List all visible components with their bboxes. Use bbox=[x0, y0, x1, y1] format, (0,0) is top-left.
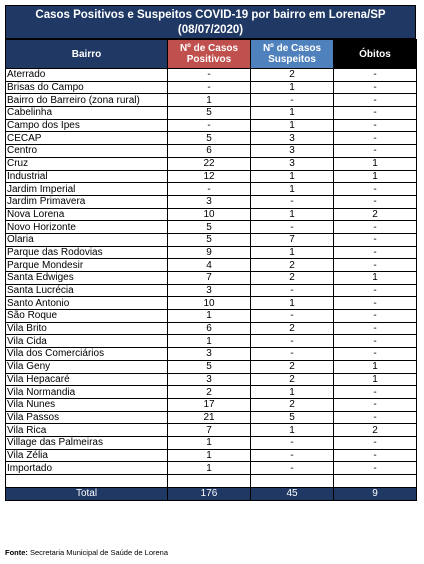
table-row bbox=[6, 335, 417, 348]
cell-obitos: - bbox=[334, 233, 417, 246]
cell-obitos: - bbox=[334, 221, 417, 234]
header-row bbox=[6, 40, 417, 69]
blank-row bbox=[6, 475, 417, 488]
cell-obitos: - bbox=[334, 386, 417, 399]
table-row bbox=[6, 462, 417, 475]
table-row bbox=[6, 259, 417, 272]
cell-positivos: 1 bbox=[168, 310, 251, 323]
cell-bairro: Parque das Rodovias bbox=[6, 246, 168, 259]
cell-obitos: - bbox=[334, 246, 417, 259]
cell-positivos: 5 bbox=[168, 233, 251, 246]
cell-bairro: Aterrado bbox=[6, 69, 168, 82]
cell-suspeitos: 1 bbox=[251, 297, 334, 310]
table-row bbox=[6, 69, 417, 82]
cell-suspeitos: 1 bbox=[251, 424, 334, 437]
cell-obitos: - bbox=[334, 322, 417, 335]
cell-bairro: Vila Passos bbox=[6, 411, 168, 424]
table-row bbox=[6, 221, 417, 234]
cell-positivos: 3 bbox=[168, 195, 251, 208]
cell-suspeitos: - bbox=[251, 310, 334, 323]
cell-obitos: - bbox=[334, 183, 417, 196]
cell-suspeitos: - bbox=[251, 462, 334, 475]
cell-obitos: - bbox=[334, 259, 417, 272]
cell-bairro: Vila Rica bbox=[6, 424, 168, 437]
cell-obitos: 1 bbox=[334, 170, 417, 183]
cell-suspeitos: 2 bbox=[251, 272, 334, 285]
cell-positivos: - bbox=[168, 119, 251, 132]
cell-bairro: Village das Palmeiras bbox=[6, 436, 168, 449]
table-row bbox=[6, 436, 417, 449]
table-row bbox=[6, 322, 417, 335]
cell-obitos: - bbox=[334, 195, 417, 208]
cell-obitos: 2 bbox=[334, 424, 417, 437]
cell-suspeitos: 3 bbox=[251, 145, 334, 158]
cell-bairro: Olaria bbox=[6, 233, 168, 246]
title-line-2: (08/07/2020) bbox=[177, 24, 244, 36]
cell-positivos: 3 bbox=[168, 348, 251, 361]
cell-obitos: - bbox=[334, 107, 417, 120]
cell-obitos: - bbox=[334, 462, 417, 475]
cell-suspeitos: - bbox=[251, 195, 334, 208]
cell-bairro: Santa Edwiges bbox=[6, 272, 168, 285]
blank-cell bbox=[334, 475, 417, 488]
cell-suspeitos: - bbox=[251, 94, 334, 107]
cell-bairro: Bairro do Barreiro (zona rural) bbox=[6, 94, 168, 107]
cell-suspeitos: 2 bbox=[251, 398, 334, 411]
cell-bairro: São Roque bbox=[6, 310, 168, 323]
cell-obitos: - bbox=[334, 132, 417, 145]
table-row bbox=[6, 145, 417, 158]
cell-obitos: 1 bbox=[334, 373, 417, 386]
table-row bbox=[6, 107, 417, 120]
table-row bbox=[6, 94, 417, 107]
table-row bbox=[6, 386, 417, 399]
table-row bbox=[6, 284, 417, 297]
table-row bbox=[6, 233, 417, 246]
table-row bbox=[6, 411, 417, 424]
cell-positivos: 6 bbox=[168, 145, 251, 158]
cell-suspeitos: 3 bbox=[251, 132, 334, 145]
table-row bbox=[6, 81, 417, 94]
cases-table bbox=[5, 39, 417, 501]
cell-bairro: Brisas do Campo bbox=[6, 81, 168, 94]
cell-bairro: Cruz bbox=[6, 157, 168, 170]
cell-bairro: Vila Cida bbox=[6, 335, 168, 348]
cell-suspeitos: 2 bbox=[251, 259, 334, 272]
table-row bbox=[6, 195, 417, 208]
cell-positivos: 1 bbox=[168, 462, 251, 475]
cell-positivos: - bbox=[168, 69, 251, 82]
cell-suspeitos: 1 bbox=[251, 386, 334, 399]
total-row bbox=[6, 487, 417, 500]
table-row bbox=[6, 119, 417, 132]
cell-suspeitos: 1 bbox=[251, 246, 334, 259]
table-body bbox=[6, 69, 417, 475]
cell-suspeitos: - bbox=[251, 436, 334, 449]
cell-suspeitos: 5 bbox=[251, 411, 334, 424]
total-positivos: 176 bbox=[168, 487, 251, 500]
cell-obitos: 1 bbox=[334, 272, 417, 285]
cell-positivos: 5 bbox=[168, 107, 251, 120]
cell-obitos: - bbox=[334, 119, 417, 132]
table-row bbox=[6, 208, 417, 221]
table-row bbox=[6, 170, 417, 183]
cell-bairro: Santa Lucrécia bbox=[6, 284, 168, 297]
header-positivos: Nº de Casos Positivos bbox=[168, 40, 251, 69]
blank-cell bbox=[168, 475, 251, 488]
total-label: Total bbox=[6, 487, 168, 500]
table-row bbox=[6, 183, 417, 196]
source-text: Secretaria Municipal de Saúde de Lorena bbox=[27, 548, 169, 557]
cell-bairro: Jardim Primavera bbox=[6, 195, 168, 208]
table-row bbox=[6, 424, 417, 437]
cell-bairro: Vila Brito bbox=[6, 322, 168, 335]
cell-obitos: - bbox=[334, 335, 417, 348]
cell-bairro: Novo Horizonte bbox=[6, 221, 168, 234]
cell-positivos: 5 bbox=[168, 360, 251, 373]
cell-bairro: Nova Lorena bbox=[6, 208, 168, 221]
cell-positivos: 22 bbox=[168, 157, 251, 170]
table-row bbox=[6, 310, 417, 323]
table-row bbox=[6, 272, 417, 285]
cell-suspeitos: 1 bbox=[251, 107, 334, 120]
cell-bairro: Vila Hepacaré bbox=[6, 373, 168, 386]
total-suspeitos: 45 bbox=[251, 487, 334, 500]
cell-positivos: 9 bbox=[168, 246, 251, 259]
table-row bbox=[6, 297, 417, 310]
cell-bairro: Vila Zélia bbox=[6, 449, 168, 462]
table-row bbox=[6, 132, 417, 145]
cell-suspeitos: 2 bbox=[251, 373, 334, 386]
total-obitos: 9 bbox=[334, 487, 417, 500]
cell-positivos: - bbox=[168, 81, 251, 94]
cell-bairro: Vila Nunes bbox=[6, 398, 168, 411]
title-line-1: Casos Positivos e Suspeitos COVID-19 por bairro em Lorena/SP bbox=[35, 9, 386, 21]
cell-obitos: - bbox=[334, 81, 417, 94]
cell-positivos: 4 bbox=[168, 259, 251, 272]
table-row bbox=[6, 360, 417, 373]
source-note bbox=[5, 548, 168, 557]
cell-suspeitos: 3 bbox=[251, 157, 334, 170]
cell-obitos: - bbox=[334, 310, 417, 323]
cell-positivos: 12 bbox=[168, 170, 251, 183]
header-obitos: Óbitos bbox=[334, 40, 417, 69]
cell-bairro: Campo dos Ipes bbox=[6, 119, 168, 132]
cell-suspeitos: 1 bbox=[251, 81, 334, 94]
cell-obitos: - bbox=[334, 348, 417, 361]
cell-suspeitos: 2 bbox=[251, 360, 334, 373]
cell-obitos: 2 bbox=[334, 208, 417, 221]
cell-obitos: - bbox=[334, 94, 417, 107]
cell-positivos: 6 bbox=[168, 322, 251, 335]
cell-suspeitos: 7 bbox=[251, 233, 334, 246]
cell-positivos: 17 bbox=[168, 398, 251, 411]
cell-obitos: - bbox=[334, 284, 417, 297]
cell-positivos: 21 bbox=[168, 411, 251, 424]
table-row bbox=[6, 157, 417, 170]
cell-obitos: - bbox=[334, 145, 417, 158]
cell-positivos: 7 bbox=[168, 424, 251, 437]
cell-suspeitos: 1 bbox=[251, 208, 334, 221]
cell-positivos: 3 bbox=[168, 284, 251, 297]
cell-obitos: 1 bbox=[334, 157, 417, 170]
cell-bairro: Vila dos Comerciários bbox=[6, 348, 168, 361]
blank-cell bbox=[6, 475, 168, 488]
cell-obitos: - bbox=[334, 297, 417, 310]
cell-positivos: 3 bbox=[168, 373, 251, 386]
table-row bbox=[6, 246, 417, 259]
table-row bbox=[6, 348, 417, 361]
cell-positivos: 7 bbox=[168, 272, 251, 285]
cell-positivos: 1 bbox=[168, 94, 251, 107]
cell-obitos: - bbox=[334, 436, 417, 449]
cell-suspeitos: - bbox=[251, 449, 334, 462]
cell-positivos: - bbox=[168, 183, 251, 196]
cell-suspeitos: - bbox=[251, 348, 334, 361]
cell-obitos: 1 bbox=[334, 360, 417, 373]
table-title bbox=[5, 5, 416, 39]
cell-bairro: Industrial bbox=[6, 170, 168, 183]
cell-positivos: 5 bbox=[168, 132, 251, 145]
cell-bairro: Importado bbox=[6, 462, 168, 475]
cell-bairro: Jardim Imperial bbox=[6, 183, 168, 196]
cell-bairro: Parque Mondesir bbox=[6, 259, 168, 272]
cell-suspeitos: 1 bbox=[251, 119, 334, 132]
cell-positivos: 1 bbox=[168, 449, 251, 462]
cell-obitos: - bbox=[334, 398, 417, 411]
cell-suspeitos: 2 bbox=[251, 322, 334, 335]
cell-bairro: Centro bbox=[6, 145, 168, 158]
cell-suspeitos: 1 bbox=[251, 170, 334, 183]
cell-positivos: 1 bbox=[168, 335, 251, 348]
cell-suspeitos: - bbox=[251, 335, 334, 348]
cell-positivos: 10 bbox=[168, 297, 251, 310]
cell-suspeitos: - bbox=[251, 221, 334, 234]
table-row bbox=[6, 449, 417, 462]
covid-table-sheet bbox=[5, 5, 416, 501]
source-label: Fonte: bbox=[5, 548, 28, 557]
blank-cell bbox=[251, 475, 334, 488]
cell-positivos: 1 bbox=[168, 436, 251, 449]
cell-positivos: 2 bbox=[168, 386, 251, 399]
table-row bbox=[6, 398, 417, 411]
cell-bairro: Cabelinha bbox=[6, 107, 168, 120]
cell-bairro: Santo Antonio bbox=[6, 297, 168, 310]
cell-positivos: 10 bbox=[168, 208, 251, 221]
cell-suspeitos: 1 bbox=[251, 183, 334, 196]
cell-bairro: Vila Geny bbox=[6, 360, 168, 373]
header-bairro: Bairro bbox=[6, 40, 168, 69]
cell-obitos: - bbox=[334, 69, 417, 82]
cell-obitos: - bbox=[334, 449, 417, 462]
header-suspeitos: Nº de Casos Suspeitos bbox=[251, 40, 334, 69]
cell-suspeitos: 2 bbox=[251, 69, 334, 82]
cell-bairro: CECAP bbox=[6, 132, 168, 145]
cell-suspeitos: - bbox=[251, 284, 334, 297]
cell-positivos: 5 bbox=[168, 221, 251, 234]
cell-obitos: - bbox=[334, 411, 417, 424]
table-row bbox=[6, 373, 417, 386]
cell-bairro: Vila Normandia bbox=[6, 386, 168, 399]
